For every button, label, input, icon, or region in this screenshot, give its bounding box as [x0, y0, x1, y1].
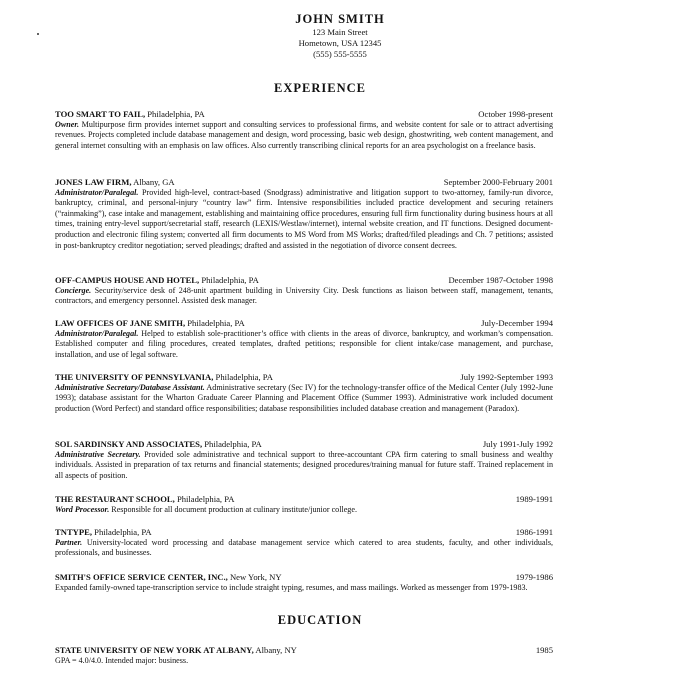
school-location: Albany, NY	[253, 645, 297, 655]
job-dates: 1986-1991	[515, 527, 553, 537]
job-entry	[55, 318, 553, 360]
job-description: Multipurpose firm provides internet support and consulting services to professional firms, and website content for sale or to attract advertising revenues. Projects completed include database management and design, word processing, basic web design, ghostwriting, web content management, and general internet consulting with an emphasis on law offices. Also currently transcribing clinical reports for an area psychologist on a freelance basis.	[55, 119, 553, 150]
company-name: TOO SMART TO FAIL,	[55, 109, 146, 119]
job-role: Administrative Secretary.	[55, 449, 141, 459]
job-dates: July 1992-September 1993	[460, 372, 553, 382]
job-description: Administrative secretary (Sec IV) for the technology-transfer office of the Medical Center (July 1992-June 1993); database assistant for the Wharton Graduate Career Planning and Placement Office (Summer 1993). Administrative work included document production (Word Perfect) and standard office responsibilities; database responsibilities included database creation and management (Paradox).	[55, 382, 553, 413]
company-location: Philadelphia, PA	[145, 109, 205, 119]
job-entry	[55, 372, 553, 414]
phone-number: (555) 555-5555	[313, 49, 367, 59]
job-dates: September 2000-February 2001	[443, 177, 553, 187]
job-description: University-located word processing and database management service which catered to area students, faculty, and other individuals, professionals, and businesses.	[55, 537, 553, 558]
company-location: Philadelphia, PA	[174, 494, 235, 504]
experience-heading: EXPERIENCE	[274, 81, 366, 95]
city-state-zip: Hometown, USA 12345	[298, 38, 382, 48]
company-name: SMITH'S OFFICE SERVICE CENTER, INC.,	[55, 572, 228, 582]
candidate-name: JOHN SMITH	[295, 12, 385, 26]
company-name: THE UNIVERSITY OF PENNSYLVANIA,	[55, 372, 214, 382]
resume-header	[0, 12, 680, 60]
company-location: Philadelphia, PA	[92, 527, 152, 537]
job-role: Administrator/Paralegal.	[55, 187, 139, 197]
job-entry	[55, 275, 553, 307]
company-location: New York, NY	[227, 572, 282, 582]
education-entry	[55, 645, 553, 666]
job-dates: July-December 1994	[481, 318, 553, 328]
company-name: JONES LAW FIRM,	[55, 177, 132, 187]
company-location: Albany, GA	[131, 177, 175, 187]
job-dates: October 1998-present	[478, 109, 553, 119]
job-role: Word Processor.	[55, 504, 110, 514]
education-year: 1985	[535, 645, 553, 655]
education-details: GPA = 4.0/4.0. Intended major: business.	[55, 655, 189, 665]
company-name: OFF-CAMPUS HOUSE AND HOTEL,	[55, 275, 200, 285]
job-description: Expanded family-owned tape-transcription service to include straight typing, resumes, and mass mailings. Worked as messenger from 1979-1983.	[55, 582, 528, 592]
company-name: LAW OFFICES OF JANE SMITH,	[55, 318, 186, 328]
job-role: Administrative Secretary/Database Assistant.	[55, 382, 205, 392]
company-name: TNTYPE,	[55, 527, 93, 537]
company-name: THE RESTAURANT SCHOOL,	[55, 494, 175, 504]
job-dates: 1989-1991	[515, 494, 553, 504]
company-location: Philadelphia, PA	[185, 318, 245, 328]
job-description: Security/service desk of 248-unit apartment building in University City. Desk functions as liaison between staff, management, tenants, contractors, and emergency personnel. Assisted desk manager.	[55, 285, 553, 306]
job-entry	[55, 572, 553, 593]
job-entry	[55, 527, 553, 559]
school-name: STATE UNIVERSITY OF NEW YORK AT ALBANY,	[55, 645, 254, 655]
job-dates: 1979-1986	[515, 572, 553, 582]
job-role: Administrator/Paralegal.	[55, 328, 139, 338]
job-entry	[55, 109, 553, 151]
job-description: Provided high-level, contract-based (Snodgrass) administrative and litigation support to two-attorney, family-run divorce, bankruptcy, criminal, and personal-injury “country law” firm. Intensive responsibilities included practice development and securing retainers (“rainmaking”), case intake and management, establishing and maintaining office procedures, ensuring full firm functionality during business hours at all times, training entry-level support/secretarial staff, research (LEXIS/Westlaw/internet), internal website creation, and IT functions. Designed document-production and electronic filing system; converted all firm documents to MS Word from MS Works; drafted/filed pleadings and Ch. 7 petitions; assisted in post-bankruptcy creditor negotiation; served pleadings; drafted and assisted in the negotiation of divorce consent decrees.	[55, 187, 553, 250]
company-name: SOL SARDINSKY AND ASSOCIATES,	[55, 439, 203, 449]
street-address: 123 Main Street	[312, 27, 368, 37]
job-dates: December 1987-October 1998	[448, 275, 553, 285]
company-location: Philadelphia, PA	[199, 275, 259, 285]
job-description: Provided sole administrative and technical support to three-accountant CPA firm catering to small business and wealthy individuals. Assisted in preparation of tax returns and financial statements; designed procedures/training manual for future staff. Trained replacement in all aspects of position.	[55, 449, 553, 480]
job-role: Concierge.	[55, 285, 92, 295]
education-heading: EDUCATION	[277, 613, 363, 627]
company-location: Philadelphia, PA	[213, 372, 273, 382]
job-role: Partner.	[55, 537, 83, 547]
job-entry	[55, 439, 553, 481]
job-dates: July 1991-July 1992	[482, 439, 553, 449]
job-description: Responsible for all document production at culinary institute/junior college.	[109, 504, 357, 514]
company-location: Philadelphia, PA	[202, 439, 262, 449]
job-entry	[55, 494, 553, 515]
job-entry	[55, 177, 553, 251]
job-role: Owner.	[55, 119, 80, 129]
job-description: Helped to establish sole-practitioner’s office with clients in the areas of divorce, bankruptcy, and workman’s compensation. Established computer and filing procedures, created templates, drafted petitions; responsible for client intake/case management, and purchase, installation, and use of legal software.	[55, 328, 553, 359]
